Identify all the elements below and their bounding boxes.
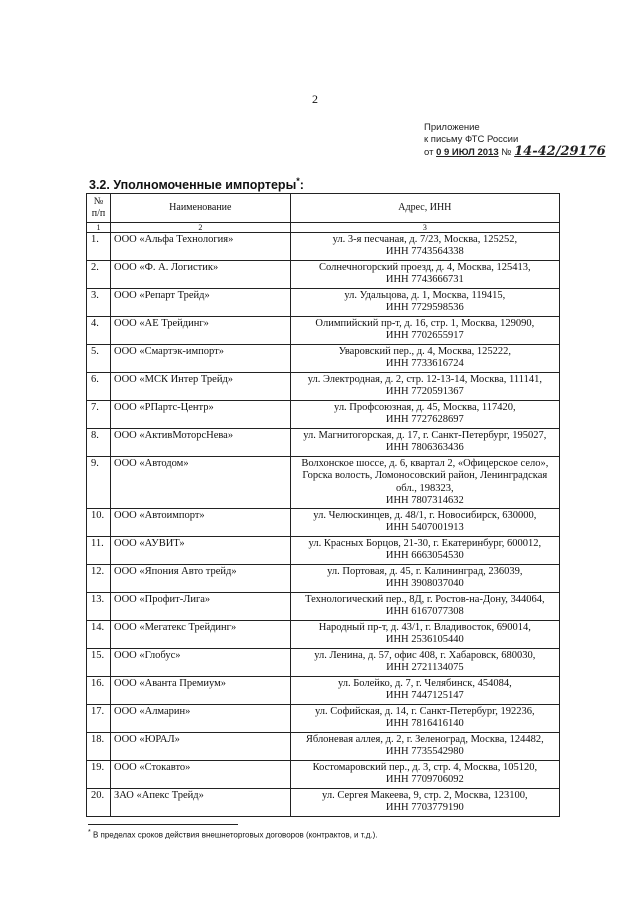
inn-text: ИНН 7720591367 bbox=[385, 386, 464, 398]
appendix-date-line bbox=[424, 146, 606, 159]
address-cell bbox=[290, 509, 559, 537]
address-text: Технологический пер., 8Д, г. Ростов-на-Дону, 344064, bbox=[305, 594, 545, 606]
table-header-row bbox=[87, 194, 560, 223]
inn-text: ИНН 7733616724 bbox=[385, 358, 464, 370]
section-title-marker: * bbox=[296, 176, 300, 186]
address-cell bbox=[290, 649, 559, 677]
row-number: 7. bbox=[87, 401, 111, 429]
table-row bbox=[87, 649, 560, 677]
company-name: ООО «Профит-Лига» bbox=[110, 593, 290, 621]
address-cell bbox=[290, 565, 559, 593]
address-text: ул. Магнитогорская, д. 17, г. Санкт-Петербург, 195027, bbox=[303, 430, 547, 441]
row-number: 12. bbox=[87, 565, 111, 593]
table-row bbox=[87, 317, 560, 345]
company-name: ООО «Автодом» bbox=[110, 457, 290, 509]
table-row bbox=[87, 373, 560, 401]
importers-table bbox=[86, 193, 560, 817]
company-name: ООО «АЕ Трейдинг» bbox=[110, 317, 290, 345]
row-number: 8. bbox=[87, 429, 111, 457]
company-name: ООО «АктивМоторсНева» bbox=[110, 429, 290, 457]
address-cell bbox=[290, 429, 559, 457]
inn-text: ИНН 6167077308 bbox=[385, 606, 464, 618]
company-name: ЗАО «Апекс Трейд» bbox=[110, 789, 290, 817]
row-number: 14. bbox=[87, 621, 111, 649]
address-cell bbox=[290, 233, 559, 261]
address-cell bbox=[290, 373, 559, 401]
row-number: 17. bbox=[87, 705, 111, 733]
section-title: 3.2. Уполномоченные импортеры*: bbox=[89, 176, 304, 193]
table-row bbox=[87, 537, 560, 565]
address-cell bbox=[290, 789, 559, 817]
inn-text: ИНН 2721134075 bbox=[386, 662, 464, 674]
row-number: 13. bbox=[87, 593, 111, 621]
inn-text: ИНН 7703779190 bbox=[385, 802, 464, 814]
row-number: 9. bbox=[87, 457, 111, 509]
inn-text: ИНН 2536105440 bbox=[385, 634, 464, 646]
footnote bbox=[88, 829, 377, 840]
row-number: 10. bbox=[87, 509, 111, 537]
address-text: ул. Профсоюзная, д. 45, Москва, 117420, bbox=[334, 402, 516, 413]
company-name: ООО «Автоимпорт» bbox=[110, 509, 290, 537]
inn-text: ИНН 7447125147 bbox=[385, 690, 464, 702]
inn-text: ИНН 7743564338 bbox=[385, 246, 464, 258]
letter-number: 14-42/29176 bbox=[514, 144, 606, 159]
row-number: 1. bbox=[87, 233, 111, 261]
company-name: ООО «Репарт Трейд» bbox=[110, 289, 290, 317]
date-prefix: от bbox=[424, 147, 434, 158]
company-name: ООО «РПартс-Центр» bbox=[110, 401, 290, 429]
inn-text: ИНН 7702655917 bbox=[385, 330, 464, 342]
address-cell bbox=[290, 261, 559, 289]
address-text: ул. Болейко, д. 7, г. Челябинск, 454084, bbox=[337, 678, 512, 690]
company-name: ООО «МСК Интер Трейд» bbox=[110, 373, 290, 401]
table-row bbox=[87, 261, 560, 289]
table-row bbox=[87, 233, 560, 261]
table-row bbox=[87, 677, 560, 705]
table-row bbox=[87, 457, 560, 509]
address-text: Олимпийский пр-т, д. 16, стр. 1, Москва, 129090, bbox=[315, 318, 535, 329]
table-row bbox=[87, 733, 560, 761]
address-text: Волхонское шоссе, д. 6, квартал 2, «Офицерское село», Горска волость, Ломоносовский район, Ленинградская обл., 198323, bbox=[301, 458, 549, 494]
address-text: ул. Сергея Макеева, 9, стр. 2, Москва, 123100, bbox=[322, 790, 528, 802]
table-row bbox=[87, 593, 560, 621]
address-cell bbox=[290, 345, 559, 373]
address-text: Костомаровский пер., д. 3, стр. 4, Москва, 105120, bbox=[312, 762, 538, 774]
inn-text: ИНН 7727628697 bbox=[385, 414, 464, 426]
header-address: Адрес, ИНН bbox=[290, 194, 559, 223]
address-text: ул. Удальцова, д. 1, Москва, 119415, bbox=[344, 290, 506, 301]
address-text: ул. 3-я песчаная, д. 7/23, Москва, 125252, bbox=[332, 234, 518, 245]
header-number: № п/п bbox=[87, 194, 111, 223]
address-text: ул. Портовая, д. 45, г. Калининград, 236039, bbox=[327, 566, 523, 578]
company-name: ООО «Глобус» bbox=[110, 649, 290, 677]
inn-text: ИНН 5407001913 bbox=[385, 522, 464, 534]
footnote-text: В пределах сроков действия внешнеторговых договоров (контрактов, и т.д.). bbox=[92, 830, 378, 840]
address-cell bbox=[290, 761, 559, 789]
footnote-marker: * bbox=[88, 829, 91, 836]
company-name: ООО «Альфа Технология» bbox=[110, 233, 290, 261]
row-number: 18. bbox=[87, 733, 111, 761]
row-number: 16. bbox=[87, 677, 111, 705]
inn-text: ИНН 6663054530 bbox=[385, 550, 464, 562]
appendix-letter-ref: к письму ФТС России bbox=[424, 134, 519, 145]
table-row bbox=[87, 705, 560, 733]
inn-text: ИНН 7735542980 bbox=[385, 746, 464, 758]
inn-text: ИНН 7816416140 bbox=[385, 718, 464, 730]
column-number-row bbox=[87, 223, 560, 233]
company-name: ООО «Аванта Премиум» bbox=[110, 677, 290, 705]
row-number: 19. bbox=[87, 761, 111, 789]
address-cell bbox=[290, 401, 559, 429]
address-text: ул. Софийская, д. 14, г. Санкт-Петербург, 192236, bbox=[315, 706, 535, 718]
address-cell bbox=[290, 733, 559, 761]
address-text: ул. Электродная, д. 2, стр. 12-13-14, Москва, 111141, bbox=[307, 374, 542, 385]
address-text: ул. Ленина, д. 57, офис 408, г. Хабаровск, 680030, bbox=[314, 650, 536, 662]
company-name: ООО «Стокавто» bbox=[110, 761, 290, 789]
address-cell bbox=[290, 593, 559, 621]
address-text: ул. Челюскинцев, д. 48/1, г. Новосибирск, 630000, bbox=[313, 510, 537, 522]
company-name: ООО «Ф. А. Логистик» bbox=[110, 261, 290, 289]
address-cell bbox=[290, 621, 559, 649]
address-text: Солнечногорский проезд, д. 4, Москва, 125413, bbox=[319, 262, 531, 273]
address-text: ул. Красных Борцов, 21-30, г. Екатеринбург, 600012, bbox=[308, 538, 542, 550]
address-cell bbox=[290, 317, 559, 345]
row-number: 6. bbox=[87, 373, 111, 401]
address-cell bbox=[290, 537, 559, 565]
table-row bbox=[87, 789, 560, 817]
date-stamp: 0 9 ИЮЛ 2013 bbox=[436, 147, 499, 158]
row-number: 3. bbox=[87, 289, 111, 317]
company-name: ООО «ЮРАЛ» bbox=[110, 733, 290, 761]
appendix-header bbox=[424, 122, 606, 159]
column-number-1: 1 bbox=[87, 223, 111, 233]
row-number: 11. bbox=[87, 537, 111, 565]
appendix-label: Приложение bbox=[424, 122, 480, 133]
column-number-2: 2 bbox=[110, 223, 290, 233]
address-text: Яблоневая аллея, д. 2, г. Зеленоград, Москва, 124482, bbox=[305, 734, 544, 746]
company-name: ООО «Япония Авто трейд» bbox=[110, 565, 290, 593]
table-row bbox=[87, 761, 560, 789]
inn-text: ИНН 7807314632 bbox=[385, 494, 464, 506]
company-name: ООО «АУВИТ» bbox=[110, 537, 290, 565]
table-row bbox=[87, 509, 560, 537]
footnote-divider bbox=[88, 824, 238, 825]
number-prefix: № bbox=[501, 147, 512, 158]
table-row bbox=[87, 565, 560, 593]
table-row bbox=[87, 401, 560, 429]
row-number: 2. bbox=[87, 261, 111, 289]
row-number: 15. bbox=[87, 649, 111, 677]
inn-text: ИНН 7743666731 bbox=[385, 274, 464, 286]
inn-text: ИНН 7806363436 bbox=[385, 442, 464, 454]
company-name: ООО «Смартэк-импорт» bbox=[110, 345, 290, 373]
inn-text: ИНН 7709706092 bbox=[385, 774, 464, 786]
row-number: 4. bbox=[87, 317, 111, 345]
company-name: ООО «Мегатекс Трейдинг» bbox=[110, 621, 290, 649]
address-text: Народный пр-т, д. 43/1, г. Владивосток, 690014, bbox=[318, 622, 531, 634]
address-cell bbox=[290, 289, 559, 317]
address-cell bbox=[290, 677, 559, 705]
table-row bbox=[87, 429, 560, 457]
company-name: ООО «Алмарин» bbox=[110, 705, 290, 733]
header-name: Наименование bbox=[110, 194, 290, 223]
inn-text: ИНН 7729598536 bbox=[385, 302, 464, 314]
address-text: Уваровский пер., д. 4, Москва, 125222, bbox=[338, 346, 512, 357]
page-number: 2 bbox=[312, 92, 318, 106]
section-title-text: 3.2. Уполномоченные импортеры bbox=[89, 178, 297, 193]
address-cell bbox=[290, 457, 559, 509]
table-row bbox=[87, 621, 560, 649]
row-number: 5. bbox=[87, 345, 111, 373]
row-number: 20. bbox=[87, 789, 111, 817]
inn-text: ИНН 3908037040 bbox=[385, 578, 464, 590]
table-row bbox=[87, 345, 560, 373]
table-row bbox=[87, 289, 560, 317]
column-number-3: 3 bbox=[290, 223, 559, 233]
address-cell bbox=[290, 705, 559, 733]
